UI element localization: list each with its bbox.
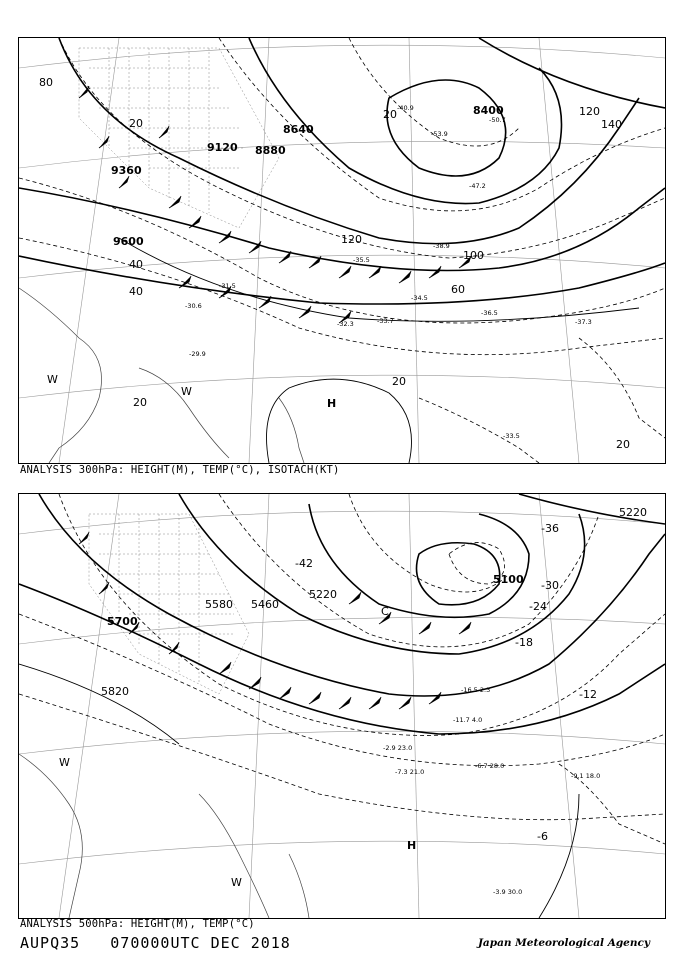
temp-label: -29.9	[189, 350, 206, 358]
temp-label: -40.9	[397, 104, 414, 112]
station-labels-500	[383, 686, 600, 896]
isotach-label: 120	[341, 233, 362, 246]
height-label: 8400	[473, 104, 504, 117]
height-label: 5220	[309, 588, 337, 601]
height-label: 5580	[205, 598, 233, 611]
temp-label: -33.5	[503, 432, 520, 440]
height-label: 5220	[619, 506, 647, 519]
isotach-label: 80	[39, 76, 53, 89]
height-labels-500	[101, 506, 647, 698]
temp-label: -47.2	[469, 182, 486, 190]
isotach-label: 40	[129, 258, 143, 271]
isotach-label: 120	[579, 105, 600, 118]
isotach-label: 20	[383, 108, 397, 121]
temp-label: -31.5	[219, 282, 236, 290]
temp-label: -33.7	[377, 317, 394, 325]
height-label: 8880	[255, 144, 286, 157]
height-label: 5460	[251, 598, 279, 611]
agency-name: Japan Meteorological Agency	[477, 937, 650, 949]
chart-code: AUPQ35	[20, 934, 81, 952]
temp-label: -30	[541, 579, 559, 592]
pressure-centers-300	[47, 373, 336, 410]
isotach-label: 20	[129, 117, 143, 130]
height-label: 8640	[283, 123, 314, 136]
caption-500hpa: ANALYSIS 500hPa: HEIGHT(M), TEMP(°C)	[20, 918, 255, 930]
height-label: 9360	[111, 164, 142, 177]
station-label: -7.3 21.0	[395, 768, 425, 776]
warm-center: W	[231, 876, 242, 889]
temp-label: -53.9	[431, 130, 448, 138]
map-panel-300hpa	[18, 37, 666, 464]
warm-center: W	[59, 756, 70, 769]
temp-label: -37.3	[575, 318, 592, 326]
height-label: 5820	[101, 685, 129, 698]
isotach-label: 140	[601, 118, 622, 131]
isotach-label: 20	[133, 396, 147, 409]
valid-time: 070000UTC DEC 2018	[110, 934, 291, 952]
high-pressure-center: H	[407, 839, 417, 852]
temp-label: -50.7	[489, 116, 506, 124]
height-label: 5700	[107, 615, 138, 628]
isotach-label: 100	[463, 249, 484, 262]
map-panel-500hpa	[18, 493, 666, 919]
temp-labels-300	[185, 104, 592, 440]
height-label: 9600	[113, 235, 144, 248]
temp-label: -42	[295, 557, 313, 570]
warm-center: W	[181, 385, 192, 398]
cold-center: C	[381, 605, 389, 618]
coastline-300	[19, 288, 304, 463]
temp-label: -24	[529, 600, 547, 613]
station-label: -9.1 18.0	[571, 772, 601, 780]
isotach-label: 20	[392, 375, 406, 388]
isotach-label: 40	[129, 285, 143, 298]
temp-label: -12	[579, 688, 597, 701]
thin-contours-500	[19, 664, 579, 918]
station-label: -16.5 2.3	[461, 686, 491, 694]
temp-label: -34.5	[411, 294, 428, 302]
isotherms-500	[19, 494, 665, 844]
temp-label: -6	[537, 830, 548, 843]
warm-center: W	[47, 373, 58, 386]
station-label: -6.7 28.0	[475, 762, 505, 770]
isotach-label: 60	[451, 283, 465, 296]
height-contours-500	[19, 494, 665, 734]
temp-label: -30.6	[185, 302, 202, 310]
temp-label: -36	[541, 522, 559, 535]
map-300hpa	[19, 38, 665, 463]
station-label: -11.7 4.0	[453, 716, 483, 724]
isotach-label: 20	[616, 438, 630, 451]
station-label: -3.9 30.0	[493, 888, 523, 896]
temp-label: -18	[515, 636, 533, 649]
temp-label: -36.5	[481, 309, 498, 317]
map-500hpa	[19, 494, 665, 918]
station-label: -2.9 23.0	[383, 744, 413, 752]
height-label: 5100	[493, 573, 524, 586]
caption-300hpa: ANALYSIS 300hPa: HEIGHT(M), TEMP(°C), ISOTACH(KT)	[20, 464, 340, 476]
isotach-labels-300	[39, 76, 630, 451]
high-pressure-center: H	[327, 397, 337, 410]
temp-label: -32.3	[337, 320, 354, 328]
temp-label: -35.5	[353, 256, 370, 264]
height-label: 9120	[207, 141, 238, 154]
temp-label: -38.9	[433, 242, 450, 250]
chart-id-and-valid-time	[20, 934, 291, 952]
